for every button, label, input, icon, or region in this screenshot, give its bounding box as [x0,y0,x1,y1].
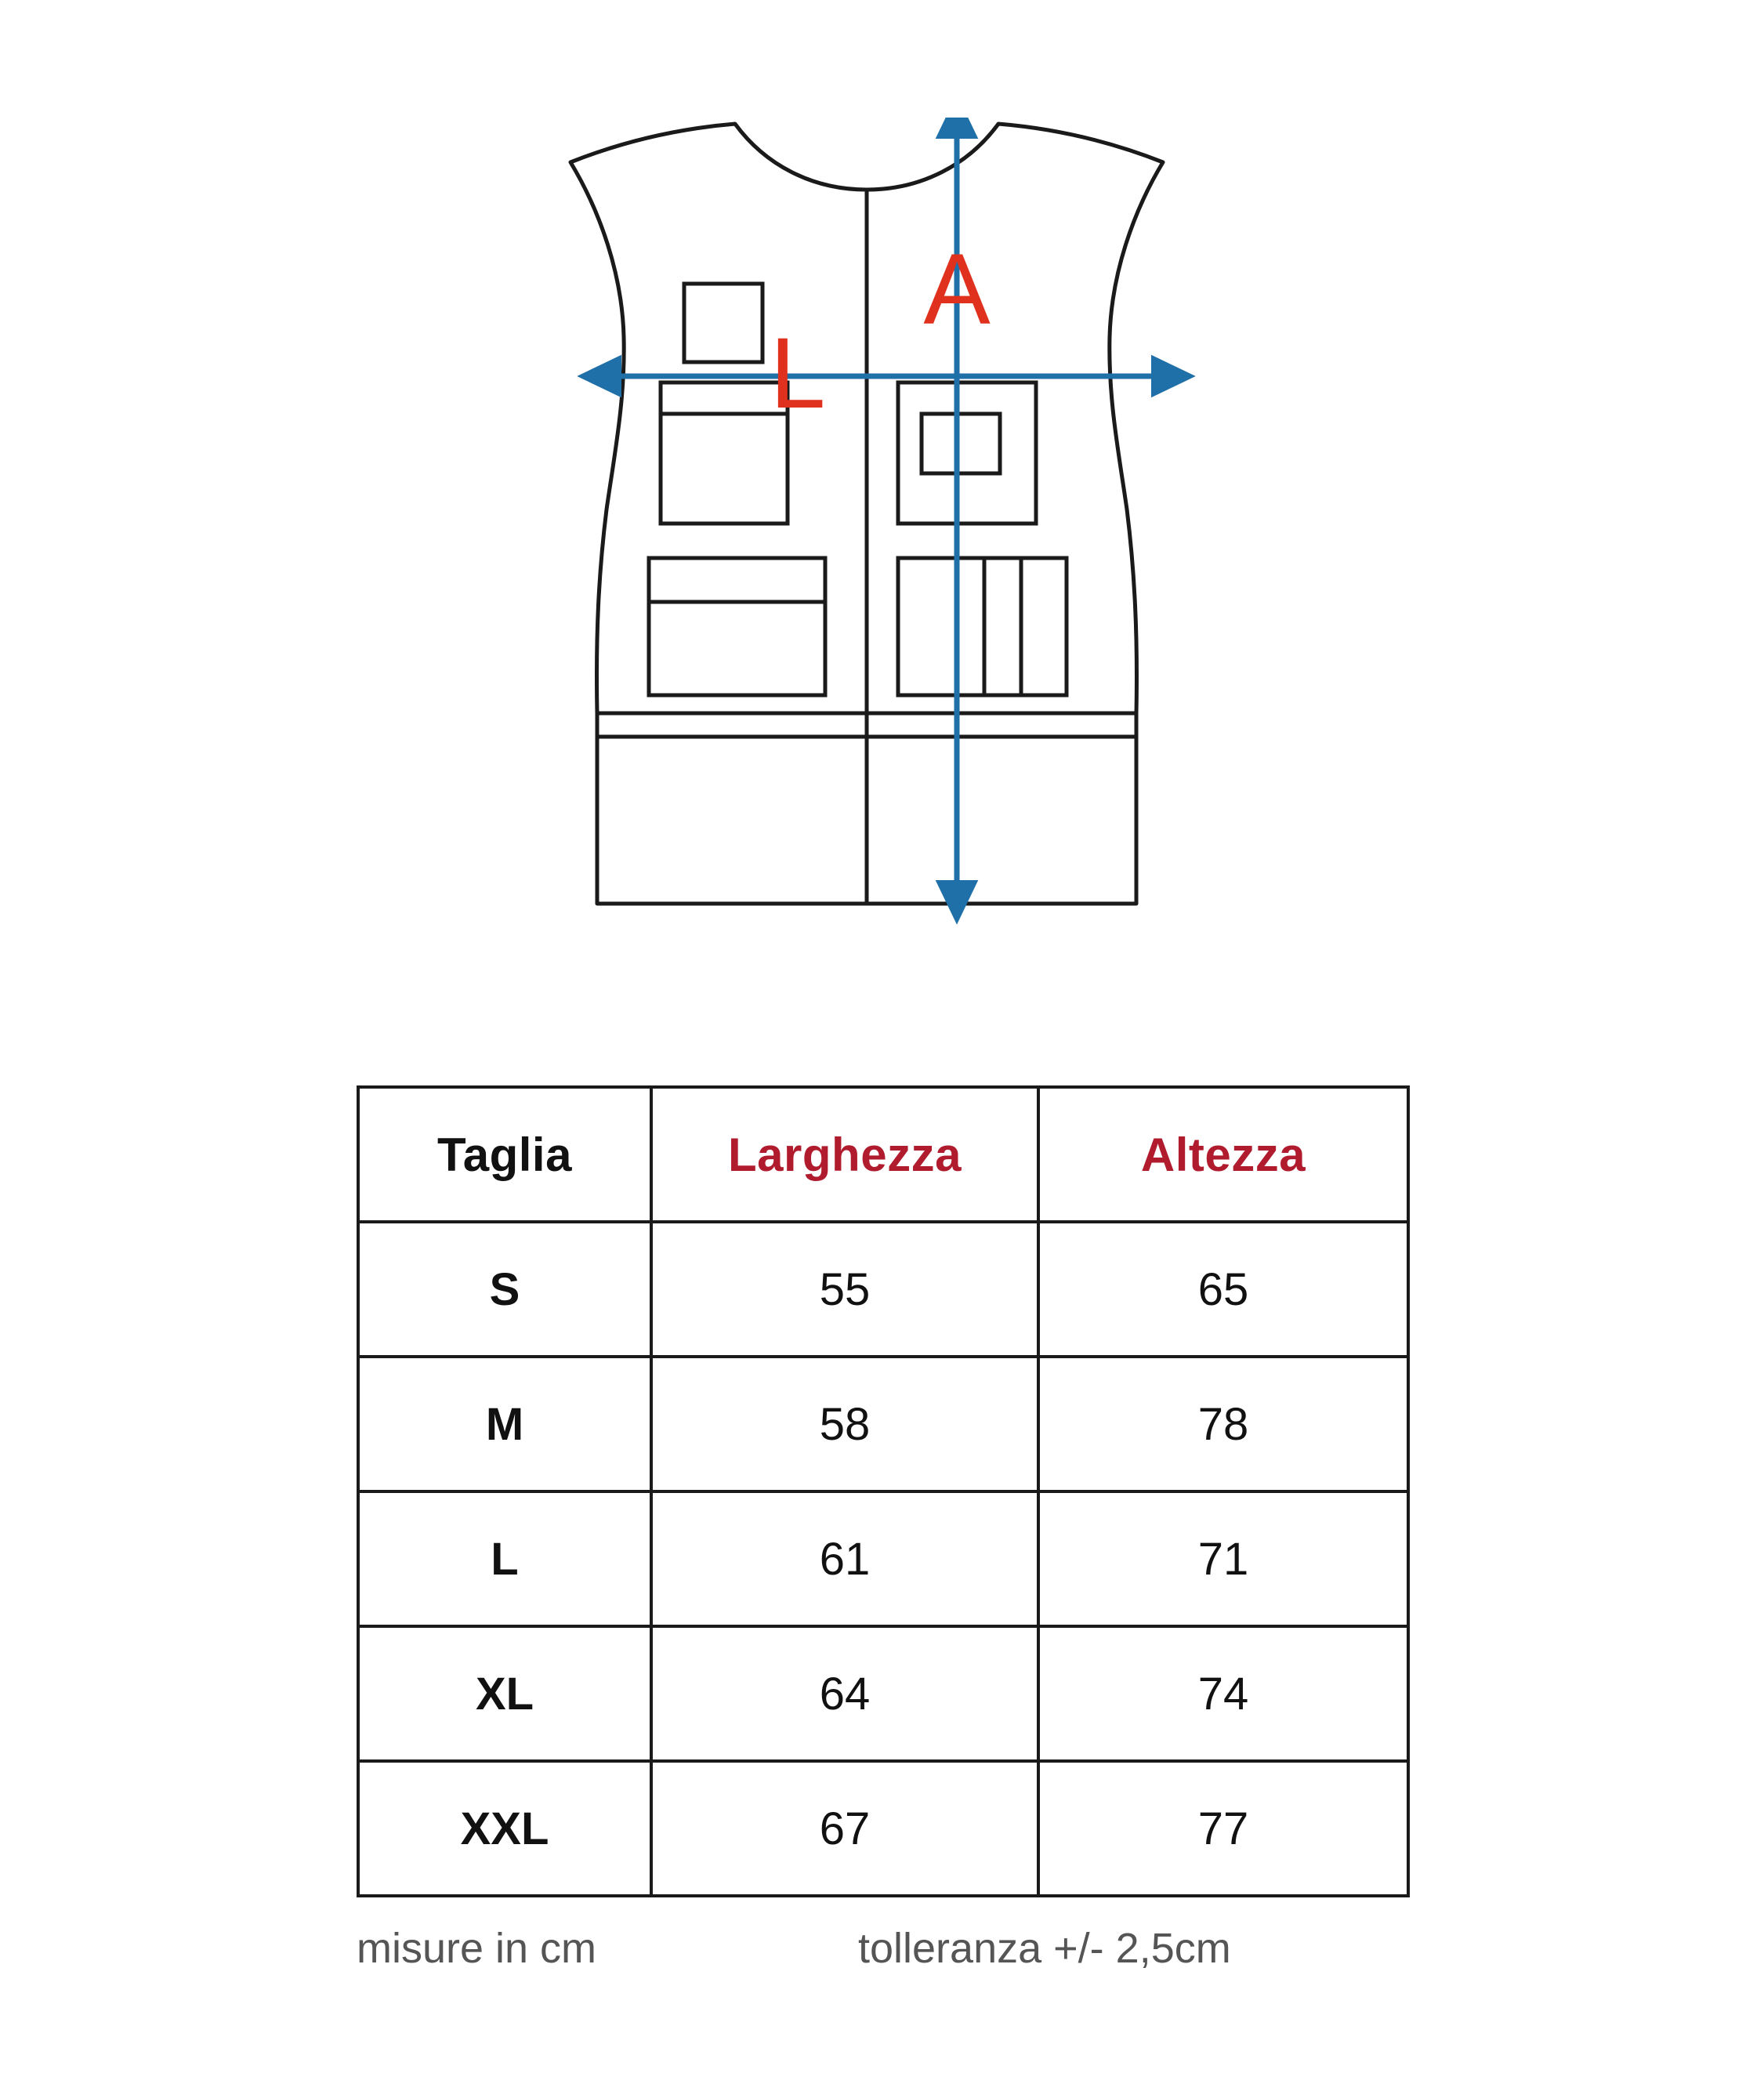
tolerance-note: tolleranza +/- 2,5cm [858,1925,1231,1972]
size-table [357,1085,1410,1897]
cell-size: XL [358,1626,651,1761]
table-row [358,1626,1408,1761]
footnotes [357,1924,1454,1987]
cell-height: 71 [1038,1491,1408,1626]
garment-diagram [0,118,1764,1035]
header-height: Altezza [1038,1087,1408,1222]
table-body [358,1222,1408,1896]
units-note: misure in cm [357,1925,597,1972]
cell-height: 77 [1038,1761,1408,1896]
vest-illustration [530,118,1235,995]
pocket-group-right [898,382,1067,695]
mid-pocket-right [898,382,1036,524]
cell-height: 74 [1038,1626,1408,1761]
table-header-row [358,1087,1408,1222]
cell-width: 67 [651,1761,1038,1896]
table-row [358,1357,1408,1491]
header-width: Larghezza [651,1087,1038,1222]
width-letter-label: L [769,317,826,429]
cell-size: M [358,1357,651,1491]
cell-size: XXL [358,1761,651,1896]
table-row [358,1761,1408,1896]
header-size: Taglia [358,1087,651,1222]
cell-width: 64 [651,1626,1038,1761]
table-row [358,1491,1408,1626]
cell-height: 78 [1038,1357,1408,1491]
size-table-container [357,1085,1407,1897]
height-letter-label: A [922,234,991,346]
cell-width: 61 [651,1491,1038,1626]
cell-width: 55 [651,1222,1038,1357]
lower-pocket-left [649,558,825,695]
mid-pocket-left [661,382,788,524]
mid-pocket-right-inner [922,414,1000,473]
cell-size: L [358,1491,651,1626]
cell-size: S [358,1222,651,1357]
cell-width: 58 [651,1357,1038,1491]
chest-pocket-small [684,284,762,362]
table-row [358,1222,1408,1357]
cell-height: 65 [1038,1222,1408,1357]
table-header [358,1087,1408,1222]
